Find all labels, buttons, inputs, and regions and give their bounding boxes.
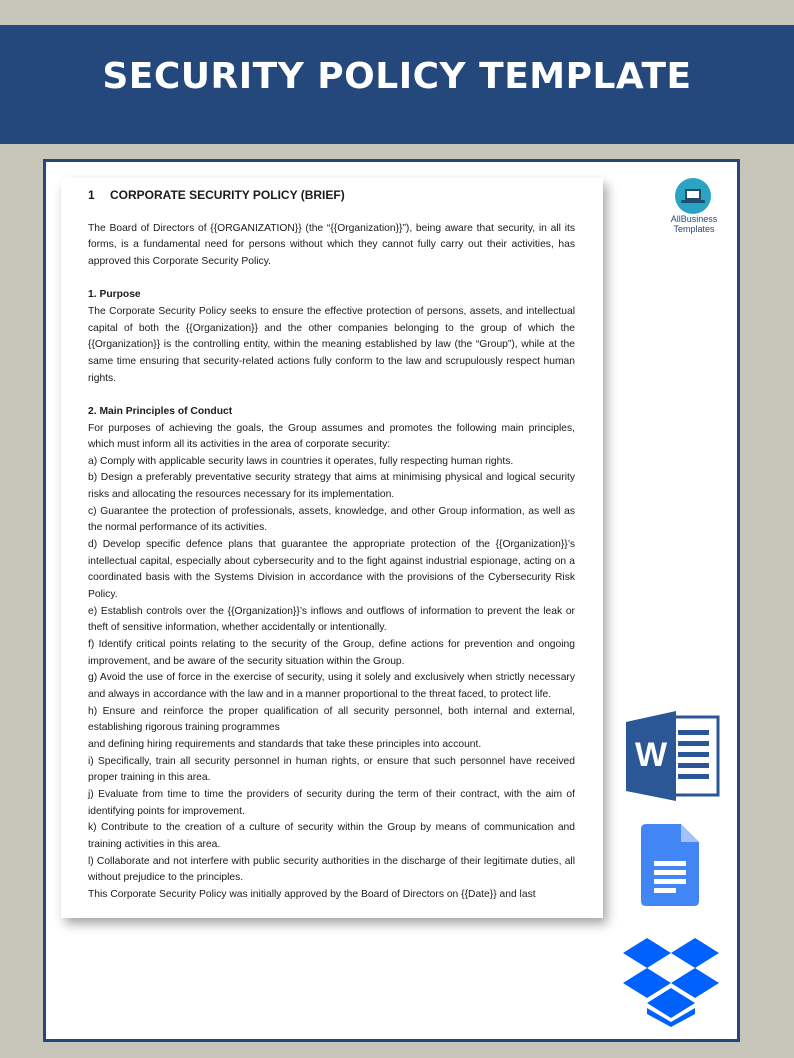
principle-item: k) Contribute to the creation of a culture of security within the Group by means of communication and training activities in this area.	[88, 822, 575, 850]
principle-item: g) Avoid the use of force in the exercise of security, using it solely and exclusively when strictly necessary and always in accordance with the law and in a manner proportional to the threat faced, to protect life.	[88, 672, 575, 700]
principle-item: and defining hiring requirements and standards that take these principles into account.	[88, 738, 482, 750]
principle-item: f) Identify critical points relating to the security of the Group, define actions for prevention and ongoing improvement, and be aware of the security situation within the Group.	[88, 639, 575, 667]
principle-item: d) Develop specific defence plans that guarantee the appropriate protection of the {{Organization}}’s intellectual capital, especially about cybersecurity and to the fight against industrial espionage, acting on a coordinated basis with the Systems Division in accordance with the provisions of the Cybersecurity Risk Policy.	[88, 539, 575, 601]
logo-line-2: Templates	[673, 224, 715, 234]
purpose-paragraph: The Corporate Security Policy seeks to ensure the effective protection of persons, assets, and intellectual capital of both the {{Organization}} and the other companies belonging to the group of which the {{Organization}} is the controlling entity, within the meaning established by law (the “Group”), while at the same time ensuring that security-related actions fully conform to the law and scrupulously respect human rights.	[88, 305, 575, 384]
document-page	[61, 178, 603, 918]
closing-paragraph: This Corporate Security Policy was initially approved by the Board of Directors on {{Date}} and last	[88, 888, 536, 900]
principle-item: j) Evaluate from time to time the providers of security during the term of their contract, with the aim of identifying points for improvement.	[88, 788, 575, 817]
principle-item: c) Guarantee the protection of professionals, assets, knowledge, and other Group information, as well as the normal performance of its activities.	[88, 505, 575, 534]
allbusiness-logo	[664, 178, 726, 236]
heading-number: 1	[88, 188, 95, 202]
word-letter: W	[634, 736, 668, 774]
principle-item: b) Design a preferably preventative security strategy that aims at minimising physical and logical security risks and allocating the resources necessary for its implementation.	[88, 472, 575, 501]
principle-item: h) Ensure and reinforce the proper qualification of all security personnel, both internal and external, establishing rigorous training programmes	[88, 705, 575, 734]
heading-text: CORPORATE SECURITY POLICY (BRIEF)	[110, 188, 345, 202]
google-docs-icon[interactable]	[641, 824, 699, 906]
principles-title: 2. Main Principles of Conduct	[88, 405, 233, 417]
logo-line-1: AllBusiness	[670, 214, 718, 224]
principle-item: a) Comply with applicable security laws in countries it operates, fully respecting human rights.	[88, 455, 514, 467]
document-heading	[88, 187, 575, 204]
principle-item: e) Establish controls over the {{Organization}}’s inflows and outflows of information to prevent the leak or theft of sensitive information, whether accidentally or intentionally.	[88, 605, 575, 634]
principle-item: i) Specifically, train all security personnel in human rights, or ensure that such personnel have received proper training in this area.	[88, 755, 575, 784]
intro-paragraph: The Board of Directors of {{ORGANIZATION}} (the “{{Organization}}”), being aware that security, in all its forms, is a fundamental need for persons without which they cannot fully carry out their activities, has approved this Corporate Security Policy.	[88, 222, 575, 267]
principles-intro: For purposes of achieving the goals, the Group assumes and promotes the following main principles, which must inform all its activities in the area of corporate security:	[88, 422, 575, 451]
word-icon[interactable]	[626, 711, 721, 801]
principle-item: l) Collaborate and not interfere with public security authorities in the discharge of their legitimate duties, all without prejudice to the principles.	[88, 855, 575, 884]
page-title: SECURITY POLICY TEMPLATE	[102, 56, 692, 97]
dropbox-icon[interactable]	[622, 936, 720, 1028]
purpose-title: 1. Purpose	[88, 289, 141, 301]
